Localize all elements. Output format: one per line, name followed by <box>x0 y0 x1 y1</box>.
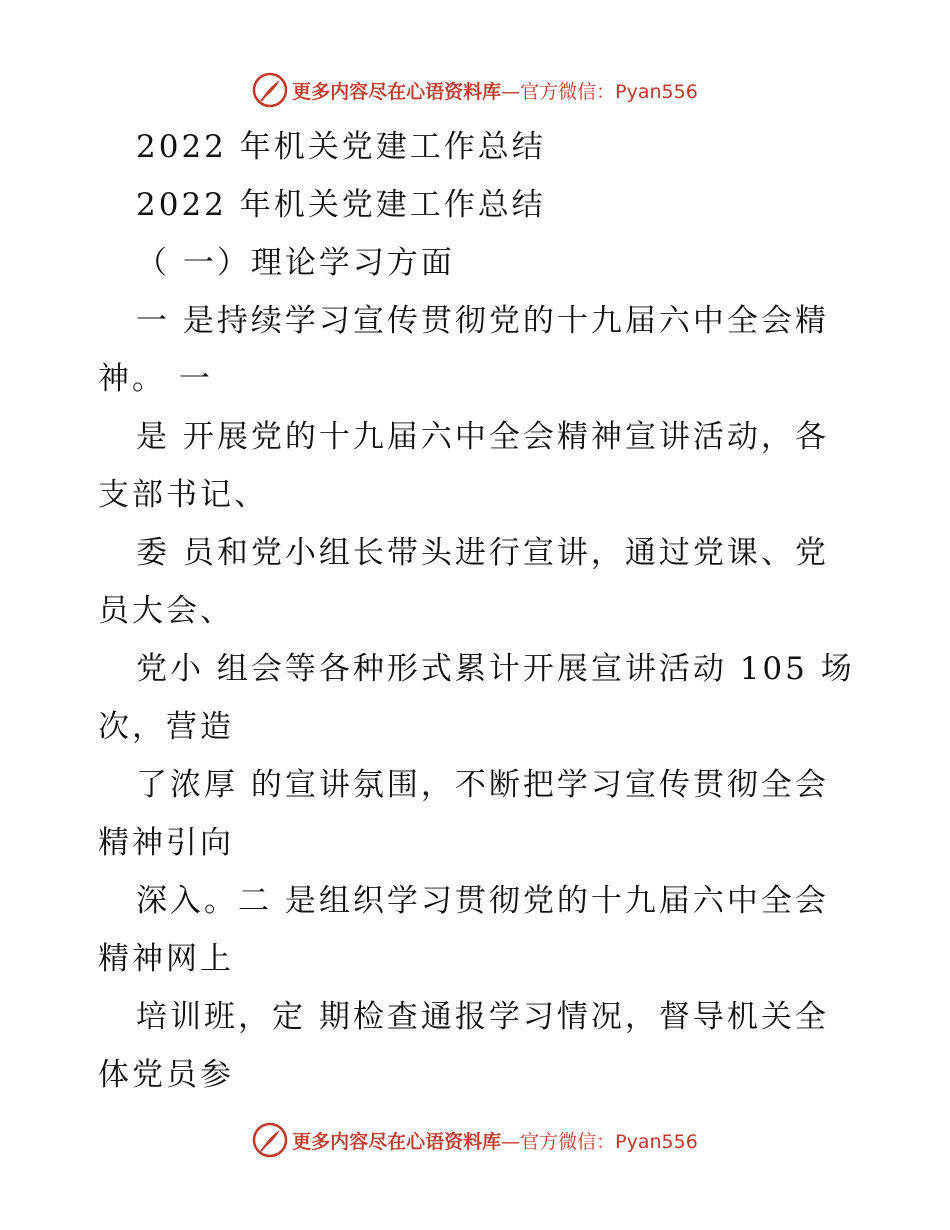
watermark-separator: — <box>501 1130 521 1153</box>
text-line: 一 是持续学习宣传贯彻党的十九届六中全会精 <box>136 303 829 339</box>
text-line: 深入。二 是组织学习贯彻党的十九届六中全会 <box>136 883 829 919</box>
text-line: 了浓厚 的宣讲氛围，不断把学习宣传贯彻全会 <box>136 767 829 803</box>
text-line: 精神引向 <box>98 825 234 861</box>
watermark-wechat: 官方微信：Pyan556 <box>520 1130 698 1153</box>
watermark-wechat: 官方微信：Pyan556 <box>520 80 698 103</box>
text-line: （ 一）理论学习方面 <box>136 245 455 281</box>
text-line: 2022 年机关党建工作总结 <box>136 129 546 165</box>
watermark-text: 更多内容尽在心语资料库 <box>292 80 502 103</box>
footer-watermark <box>0 1118 950 1162</box>
watermark-text: 更多内容尽在心语资料库 <box>292 1130 502 1153</box>
text-line: 精神网上 <box>98 941 234 977</box>
text-line: 委 员和党小组长带头进行宣讲，通过党课、党 <box>136 535 829 571</box>
text-line: 体党员参 <box>98 1057 234 1093</box>
feather-pen-logo-icon <box>252 72 288 108</box>
text-line: 是 开展党的十九届六中全会精神宣讲活动，各 <box>136 419 829 455</box>
text-line: 培训班，定 期检查通报学习情况，督导机关全 <box>136 999 829 1035</box>
text-line: 神。 一 <box>98 361 213 397</box>
header-watermark <box>0 68 950 112</box>
document-body <box>98 118 858 1104</box>
text-line: 员大会、 <box>98 593 234 629</box>
text-line: 2022 年机关党建工作总结 <box>136 187 546 223</box>
feather-pen-logo-icon <box>252 1122 288 1158</box>
text-line: 支部书记、 <box>98 477 268 513</box>
text-line: 党小 组会等各种形式累计开展宣讲活动 105 场 <box>136 651 855 687</box>
watermark-separator: — <box>501 80 521 103</box>
text-line: 次，营造 <box>98 709 234 745</box>
